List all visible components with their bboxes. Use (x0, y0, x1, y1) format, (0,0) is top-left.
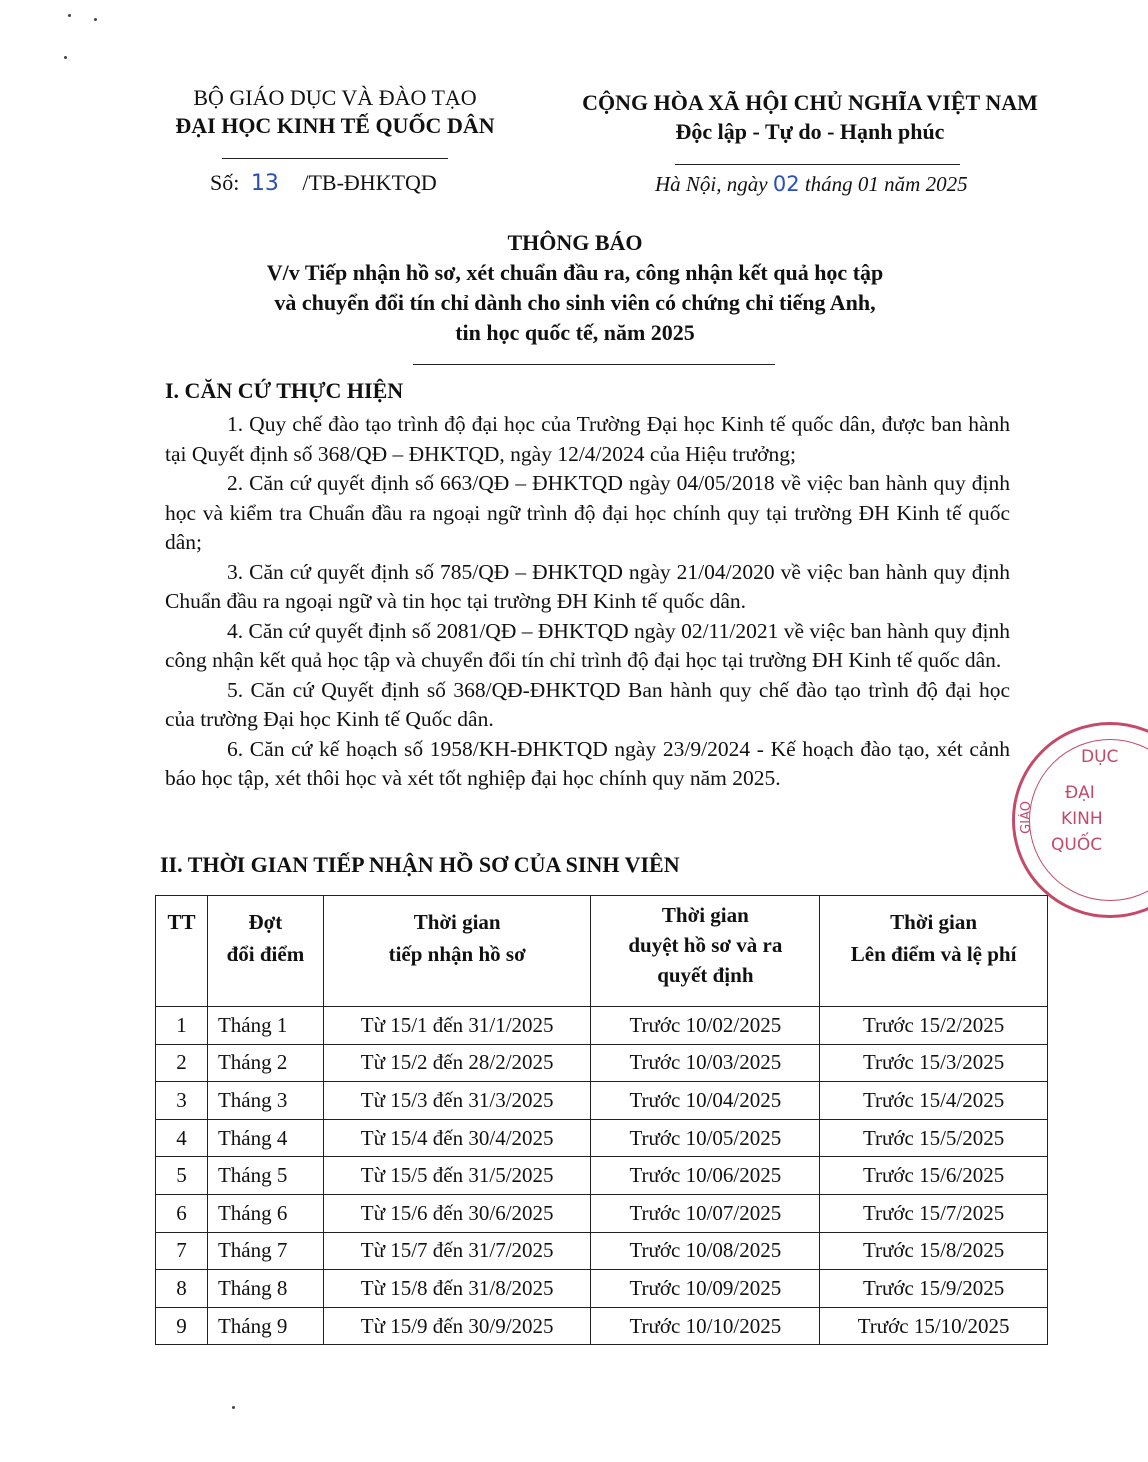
republic-name: CỘNG HÒA XÃ HỘI CHỦ NGHĨA VIỆT NAM (582, 90, 1038, 115)
section-1-body (165, 410, 1010, 794)
basis-item: 4. Căn cứ quyết định số 2081/QĐ – ĐHKTQD ngày 02/11/2021 về việc ban hành quy định công nhận kết quả học tập và chuyển đổi tín chỉ trình độ đại học tại trường ĐH Kinh tế quốc dân. (165, 618, 1010, 672)
handwritten-day: 02 (772, 172, 800, 196)
cell-grade-deadline: Trước 15/2/2025 (820, 1007, 1048, 1045)
cell-tt: 8 (156, 1270, 208, 1308)
basis-item: 5. Căn cứ Quyết định số 368/QĐ-ĐHKTQD Ban hành quy chế đào tạo trình độ đại học của trường Đại học Kinh tế Quốc dân. (165, 677, 1010, 731)
seal-text-left: GIÁO (1019, 801, 1034, 834)
cell-period: Tháng 3 (207, 1082, 323, 1120)
cell-receive-period: Từ 15/2 đến 28/2/2025 (323, 1044, 591, 1082)
cell-tt: 4 (156, 1119, 208, 1157)
seal-text-top: DỤC (1081, 747, 1119, 767)
cell-receive-period: Từ 15/8 đến 31/8/2025 (323, 1270, 591, 1308)
col-header-grade: Thời gian Lên điểm và lệ phí (820, 896, 1048, 1007)
cell-grade-deadline: Trước 15/5/2025 (820, 1119, 1048, 1157)
section-1-heading: I. CĂN CỨ THỰC HIỆN (165, 378, 404, 403)
scan-speck (64, 56, 67, 59)
official-seal-stamp (1012, 722, 1148, 918)
section-2-heading: II. THỜI GIAN TIẾP NHẬN HỒ SƠ CỦA SINH VIÊN (160, 852, 680, 877)
seal-line-2: KINH (1061, 809, 1103, 829)
national-header (560, 88, 1060, 146)
title-line-3: tin học quốc tế, năm 2025 (455, 320, 695, 345)
document-date (655, 172, 968, 197)
cell-tt: 5 (156, 1157, 208, 1195)
cell-receive-period: Từ 15/9 đến 30/9/2025 (323, 1307, 591, 1345)
cell-review-deadline: Trước 10/05/2025 (591, 1119, 820, 1157)
national-motto: Độc lập - Tự do - Hạnh phúc (675, 119, 945, 144)
title-line-1: V/v Tiếp nhận hồ sơ, xét chuẩn đầu ra, công nhận kết quả học tập (266, 260, 884, 285)
cell-receive-period: Từ 15/4 đến 30/4/2025 (323, 1119, 591, 1157)
title-underline (413, 364, 775, 365)
col-header-review: Thời gian duyệt hồ sơ và ra quyết định (591, 896, 820, 1007)
cell-tt: 3 (156, 1082, 208, 1120)
cell-grade-deadline: Trước 15/6/2025 (820, 1157, 1048, 1195)
cell-period: Tháng 2 (207, 1044, 323, 1082)
table-header-row (156, 896, 1048, 1007)
schedule-table (155, 895, 1048, 1345)
number-label: Số: (210, 170, 240, 195)
cell-receive-period: Từ 15/6 đến 30/6/2025 (323, 1194, 591, 1232)
cell-tt: 6 (156, 1194, 208, 1232)
cell-grade-deadline: Trước 15/7/2025 (820, 1194, 1048, 1232)
issuer-block (150, 84, 520, 140)
issuer-underline (222, 158, 448, 159)
basis-item: 1. Quy chế đào tạo trình độ đại học của Trường Đại học Kinh tế quốc dân, được ban hành tại Quyết định số 368/QĐ – ĐHKTQD, ngày 12/4/2024 của Hiệu trưởng; (165, 412, 1010, 466)
motto-underline (675, 164, 960, 165)
cell-grade-deadline: Trước 15/3/2025 (820, 1044, 1048, 1082)
cell-period: Tháng 4 (207, 1119, 323, 1157)
table-row (156, 1194, 1048, 1232)
cell-review-deadline: Trước 10/03/2025 (591, 1044, 820, 1082)
basis-item: 6. Căn cứ kế hoạch số 1958/KH-ĐHKTQD ngày 23/9/2024 - Kế hoạch đào tạo, xét cảnh báo học tập, xét thôi học và xét tốt nghiệp đại học chính quy năm 2025. (165, 736, 1010, 790)
scan-speck (94, 18, 97, 21)
cell-grade-deadline: Trước 15/8/2025 (820, 1232, 1048, 1270)
title-line-2: và chuyển đổi tín chỉ dành cho sinh viên có chứng chỉ tiếng Anh, (274, 290, 876, 315)
cell-receive-period: Từ 15/3 đến 31/3/2025 (323, 1082, 591, 1120)
cell-period: Tháng 7 (207, 1232, 323, 1270)
cell-review-deadline: Trước 10/07/2025 (591, 1194, 820, 1232)
cell-review-deadline: Trước 10/08/2025 (591, 1232, 820, 1270)
cell-period: Tháng 8 (207, 1270, 323, 1308)
table-row (156, 1157, 1048, 1195)
table-row (156, 1082, 1048, 1120)
notice-title (240, 228, 910, 348)
scan-speck (68, 14, 71, 17)
cell-grade-deadline: Trước 15/10/2025 (820, 1307, 1048, 1345)
seal-line-1: ĐẠI (1065, 783, 1095, 803)
table-row (156, 1232, 1048, 1270)
seal-line-3: QUỐC (1051, 835, 1103, 855)
ministry-name: BỘ GIÁO DỤC VÀ ĐÀO TẠO (193, 85, 477, 110)
handwritten-number: 13 (250, 171, 279, 196)
university-name: ĐẠI HỌC KINH TẾ QUỐC DÂN (175, 113, 495, 138)
cell-review-deadline: Trước 10/04/2025 (591, 1082, 820, 1120)
col-header-dot: Đợt đổi điểm (207, 896, 323, 1007)
cell-review-deadline: Trước 10/09/2025 (591, 1270, 820, 1308)
table-row (156, 1044, 1048, 1082)
cell-grade-deadline: Trước 15/9/2025 (820, 1270, 1048, 1308)
basis-item: 2. Căn cứ quyết định số 663/QĐ – ĐHKTQD ngày 04/05/2018 về việc ban hành quy định học và kiểm tra Chuẩn đầu ra ngoại ngữ trình độ đại học chính quy tại trường ĐH Kinh tế quốc dân; (165, 471, 1010, 554)
number-suffix: /TB-ĐHKTQD (302, 170, 437, 195)
date-prefix: Hà Nội, ngày (655, 172, 768, 196)
cell-period: Tháng 5 (207, 1157, 323, 1195)
cell-review-deadline: Trước 10/06/2025 (591, 1157, 820, 1195)
cell-receive-period: Từ 15/7 đến 31/7/2025 (323, 1232, 591, 1270)
table-row (156, 1119, 1048, 1157)
cell-tt: 1 (156, 1007, 208, 1045)
cell-period: Tháng 9 (207, 1307, 323, 1345)
col-header-receive: Thời gian tiếp nhận hồ sơ (323, 896, 591, 1007)
table-row (156, 1307, 1048, 1345)
basis-item: 3. Căn cứ quyết định số 785/QĐ – ĐHKTQD ngày 21/04/2020 về việc ban hành quy định Chuẩn đầu ra ngoại ngữ và tin học tại trường ĐH Kinh tế quốc dân. (165, 559, 1010, 613)
cell-review-deadline: Trước 10/02/2025 (591, 1007, 820, 1045)
date-suffix: tháng 01 năm 2025 (804, 172, 968, 196)
title-main: THÔNG BÁO (507, 230, 643, 255)
cell-tt: 2 (156, 1044, 208, 1082)
cell-receive-period: Từ 15/1 đến 31/1/2025 (323, 1007, 591, 1045)
cell-review-deadline: Trước 10/10/2025 (591, 1307, 820, 1345)
document-number (210, 170, 437, 196)
cell-period: Tháng 1 (207, 1007, 323, 1045)
col-header-tt: TT (156, 896, 208, 1007)
table-row (156, 1270, 1048, 1308)
table-row (156, 1007, 1048, 1045)
cell-grade-deadline: Trước 15/4/2025 (820, 1082, 1048, 1120)
cell-receive-period: Từ 15/5 đến 31/5/2025 (323, 1157, 591, 1195)
cell-tt: 7 (156, 1232, 208, 1270)
cell-tt: 9 (156, 1307, 208, 1345)
cell-period: Tháng 6 (207, 1194, 323, 1232)
scan-speck (232, 1406, 235, 1409)
